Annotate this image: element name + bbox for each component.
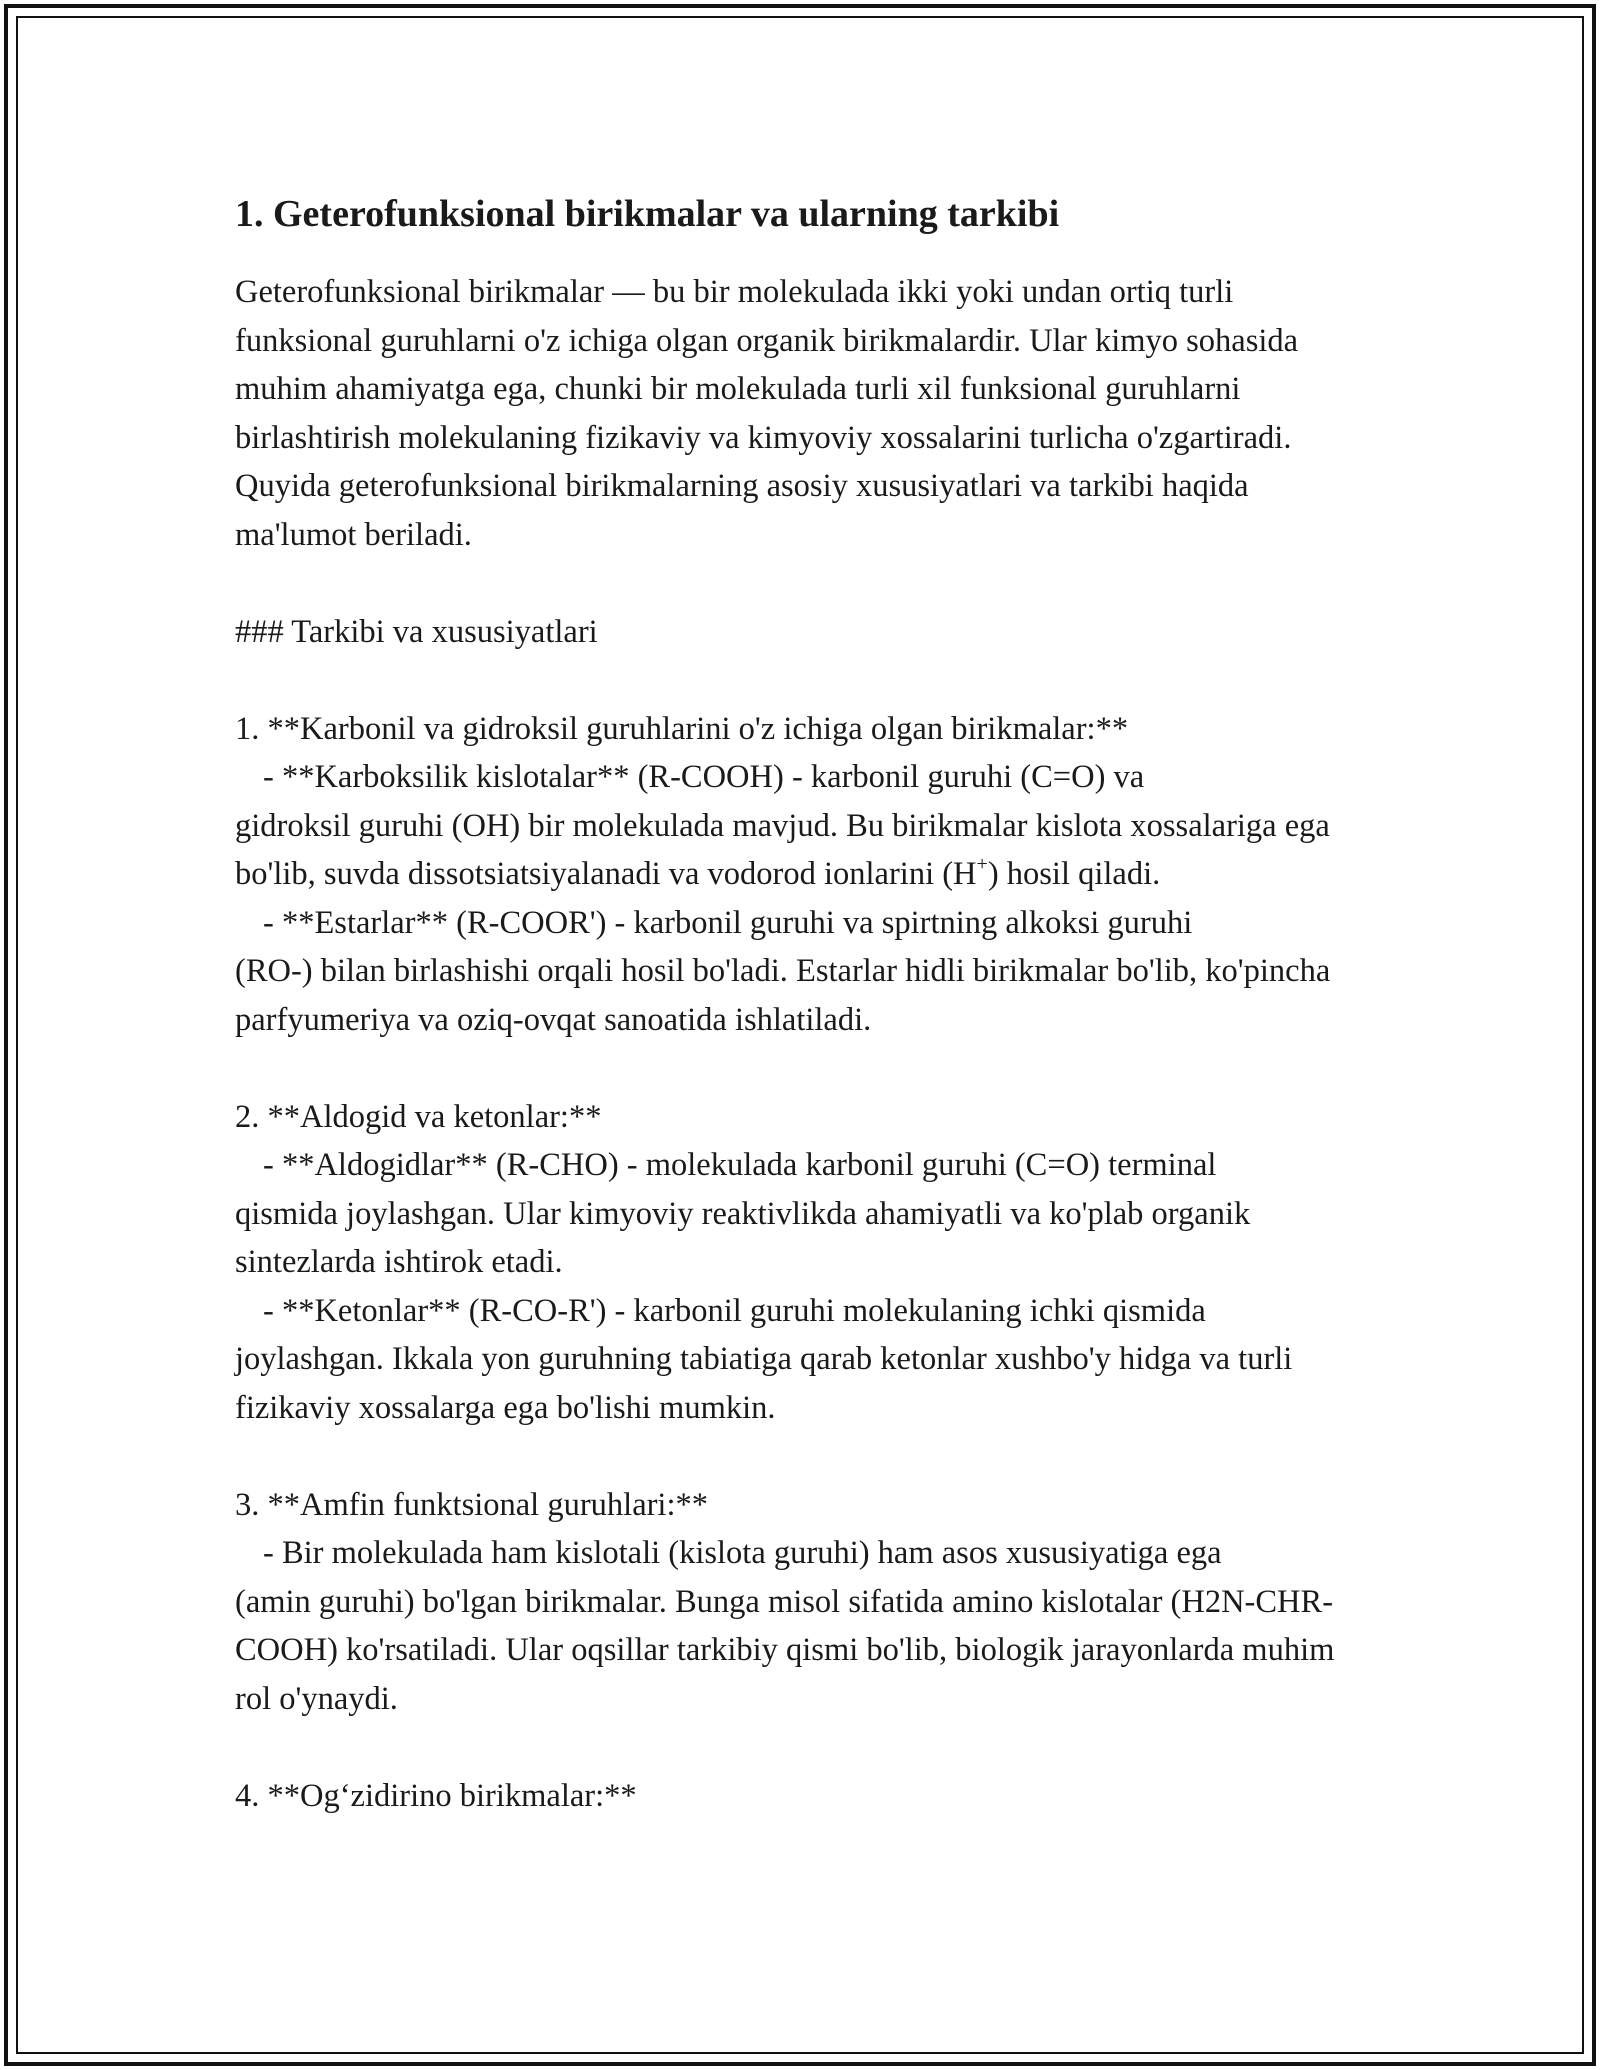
spacer xyxy=(235,1044,1365,1093)
item-lead: - **Ketonlar** (R-CO-R') - karbonil guruhi molekulaning ichki qismida xyxy=(263,1292,1206,1329)
item-lead: - **Estarlar** (R-COOR') - karbonil guruhi va spirtning alkoksi guruhi xyxy=(263,904,1193,941)
document-heading: 1. Geterofunksional birikmalar va ularning tarkibi xyxy=(235,193,1060,235)
section-title: 3. **Amfin funktsional guruhlari:** xyxy=(235,1486,708,1523)
section-2 xyxy=(235,1093,1365,1433)
superscript: + xyxy=(976,853,988,875)
item-text: gidroksil guruhi (OH) bir molekulada mavjud. Bu birikmalar kislota xossalariga ega bo'lib, suvda dissotsiatsiyalanadi va vodorod ionlarini (H xyxy=(235,807,1338,892)
intro-paragraph: Geterofunksional birikmalar — bu bir molekulada ikki yoki undan ortiq turli funksional guruhlarni o'z ichiga olgan organik birikmalardir. Ular kimyo sohasida muhim ahamiyatga ega, chunki bir molekulada turli xil funksional guruhlarni birlashtirish molekulaning fizikaviy va kimyoviy xossalarini turlicha o'zgartiradi. Quyida geterofunksional birikmalarning asosiy xususiyatlari va tarkibi haqida ma'lumot beriladi. xyxy=(235,274,1307,553)
list-item xyxy=(235,753,1365,899)
item-lead: - **Aldogidlar** (R-CHO) - molekulada karbonil guruhi (C=O) terminal xyxy=(263,1147,1217,1183)
item-text: qismida joylashgan. Ular kimyoviy reaktivlikda ahamiyatli va ko'plab organik sintezlarda ishtirok etadi. xyxy=(235,1195,1259,1280)
spacer xyxy=(235,559,1365,608)
section-title: 1. **Karbonil va gidroksil guruhlarini o'z ichiga olgan birikmalar:** xyxy=(235,710,1129,747)
section-title: 2. **Aldogid va ketonlar:** xyxy=(235,1098,602,1135)
spacer xyxy=(235,656,1365,705)
item-lead: - **Karboksilik kislotalar** (R-COOH) - karbonil guruhi (C=O) va xyxy=(263,759,1145,795)
section-3 xyxy=(235,1481,1365,1724)
section-1 xyxy=(235,705,1365,1045)
list-item xyxy=(235,1287,1365,1433)
spacer xyxy=(235,1723,1365,1772)
section-4 xyxy=(235,1772,1365,1821)
list-item xyxy=(235,1529,1365,1723)
list-item xyxy=(235,899,1365,1045)
list-item xyxy=(235,1141,1365,1287)
item-text: (RO-) bilan birlashishi orqali hosil bo'ladi. Estarlar hidli birikmalar bo'lib, ko'pincha parfyumeriya va oziq-ovqat sanoatida ishlatiladi. xyxy=(235,953,1339,1038)
item-text: (amin guruhi) bo'lgan birikmalar. Bunga misol sifatida amino kislotalar (H2N-CHR-COOH) ko'rsatiladi. Ular oqsillar tarkibiy qismi bo'lib, biologik jarayonlarda muhim rol o'ynaydi. xyxy=(235,1583,1343,1717)
subheading: ### Tarkibi va xususiyatlari xyxy=(235,613,598,650)
section-title: 4. **Og‘zidirino birikmalar:** xyxy=(235,1777,637,1814)
spacer xyxy=(235,1432,1365,1481)
item-text: joylashgan. Ikkala yon guruhning tabiatiga qarab ketonlar xushbo'y hidga va turli fizikaviy xossalarga ega bo'lishi mumkin. xyxy=(235,1341,1301,1426)
item-tail: ) hosil qiladi. xyxy=(987,856,1161,892)
item-lead: - Bir molekulada ham kislotali (kislota guruhi) ham asos xususiyatiga ega xyxy=(263,1535,1222,1571)
document-body xyxy=(235,188,1365,1820)
